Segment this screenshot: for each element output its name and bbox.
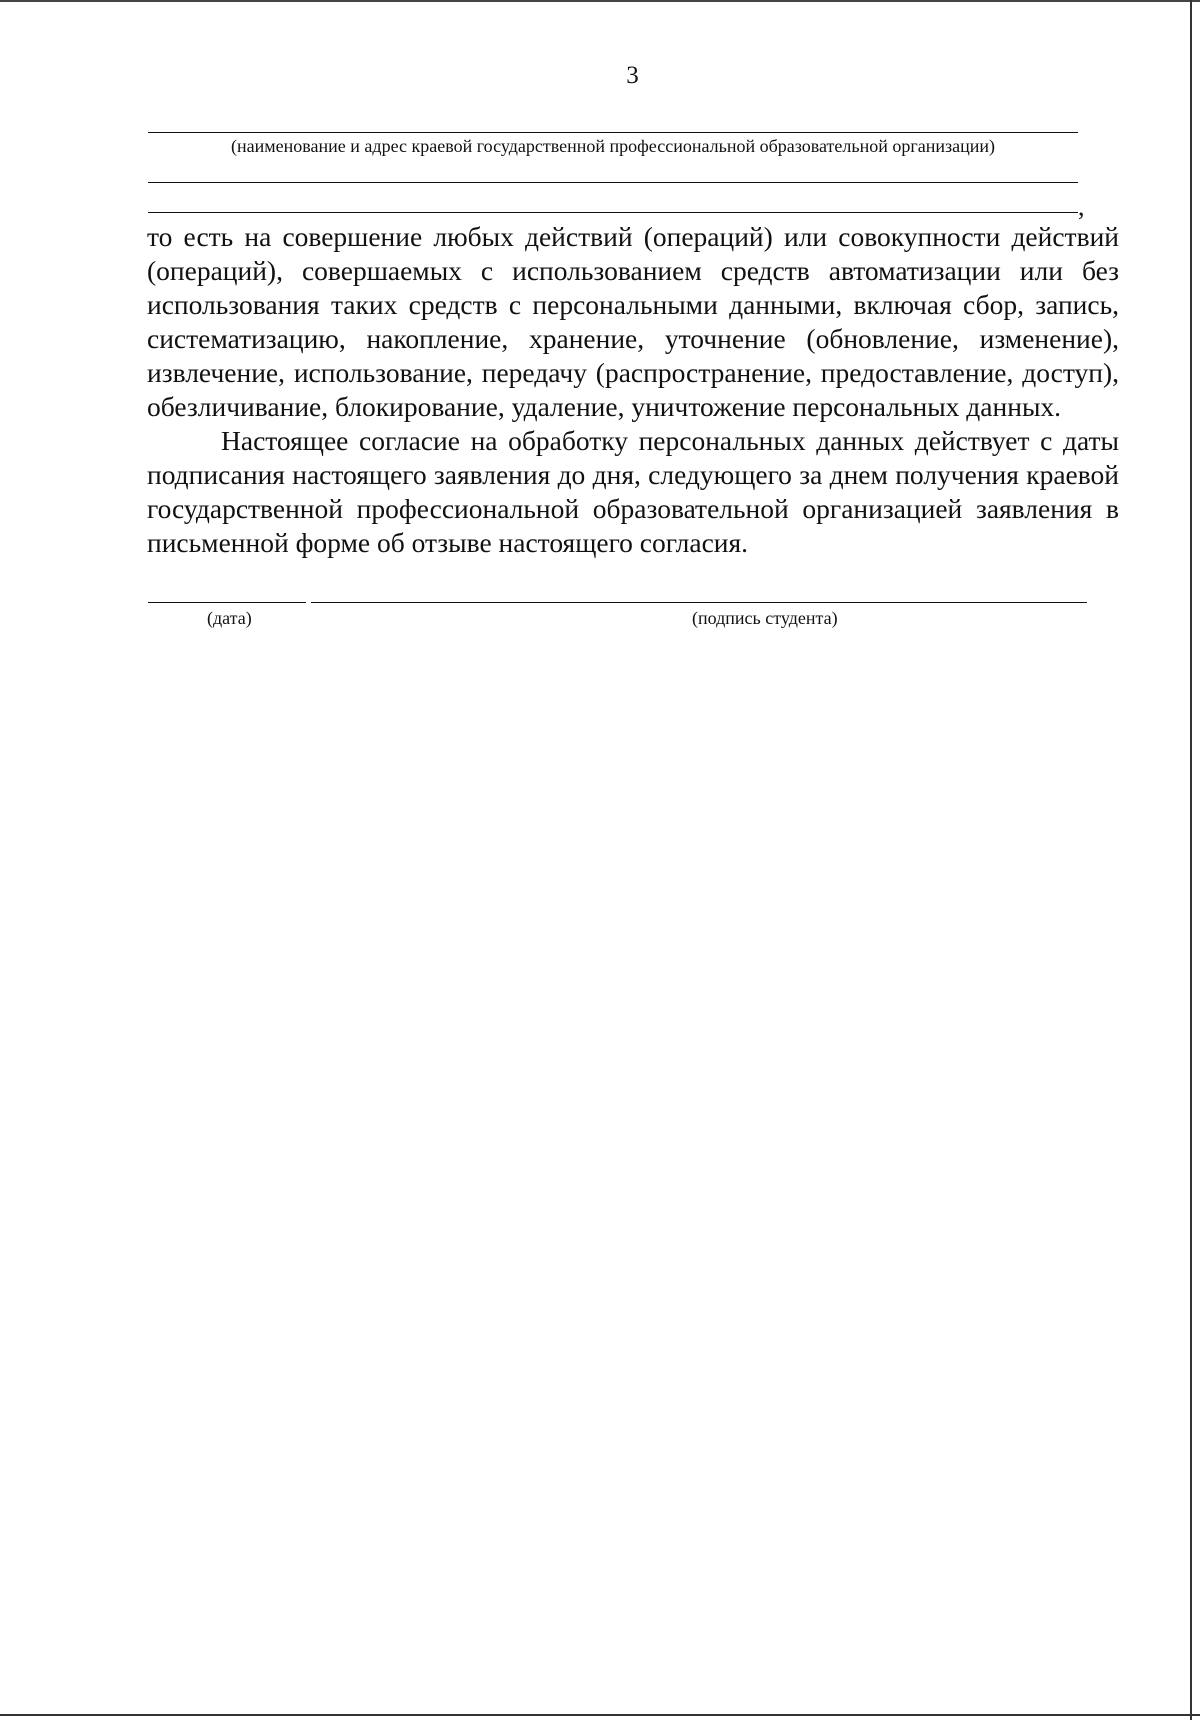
scan-edge-top — [0, 0, 1200, 2]
org-name-line-1 — [148, 132, 1078, 133]
scan-edge-right — [1190, 0, 1192, 1720]
date-line — [148, 602, 306, 603]
date-caption: (дата) — [207, 608, 252, 628]
org-name-caption: (наименование и адрес краевой государственной профессиональной образовательной организации) — [231, 136, 995, 156]
scan-edge-bottom — [0, 1714, 1200, 1716]
signature-line — [311, 602, 1087, 603]
org-name-line-3 — [148, 212, 1078, 213]
trailing-comma: , — [1078, 192, 1085, 221]
consent-body — [147, 220, 1119, 560]
org-name-line-2 — [148, 182, 1078, 183]
paragraph-processing-scope: то есть на совершение любых действий (операций) или совокупности действий (операций), совершаемых с использованием средств автоматизации или без использования таких средств с персональными данными, включая сбор, запись, систематизацию, накопление, хранение, уточнение (обновление, изменение), извлечение, использование, передачу (распространение, предоставление, доступ), обезличивание, блокирование, удаление, уничтожение персональных данных. — [147, 221, 1119, 422]
signature-caption: (подпись студента) — [692, 608, 838, 628]
page-number: 3 — [626, 62, 639, 89]
paragraph-consent-validity: Настоящее согласие на обработку персональных данных действует с даты подписания настоящего заявления до дня, следующего за днем получения краевой государственной профессиональной образовательной организацией заявления в письменной форме об отзыве настоящего согласия. — [147, 425, 1119, 558]
